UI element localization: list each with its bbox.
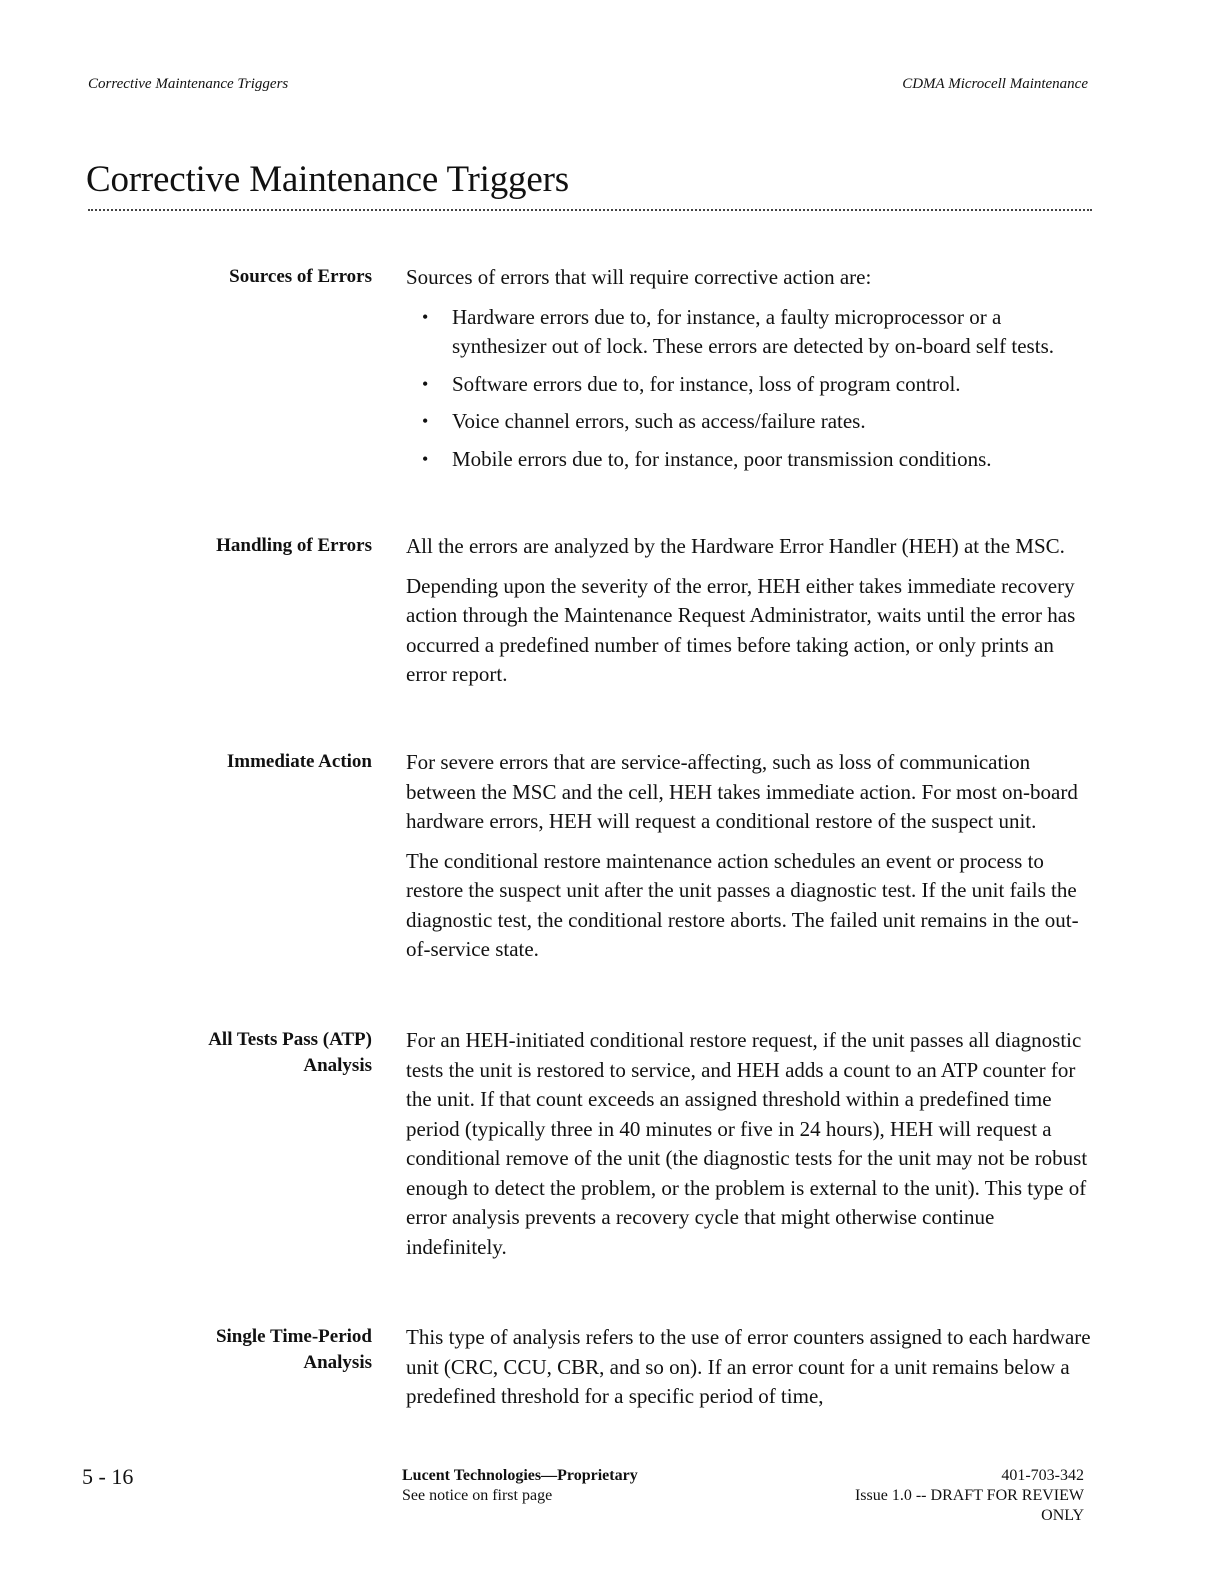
section-body — [406, 532, 1096, 700]
bullet-icon: • — [422, 373, 429, 394]
paragraph: Depending upon the severity of the error, HEH either takes immediate recovery action through the Maintenance Request Administrator, waits until the error has occurred a predefined number of times before taking action, or only prints an error report. — [406, 573, 1076, 686]
list-item: • Voice channel errors, such as access/failure rates. — [406, 407, 1096, 437]
paragraph: For an HEH-initiated conditional restore request, if the unit passes all diagnostic tests the unit is restored to service, and HEH adds a count to an ATP counter for the unit. If that count exceeds an assigned threshold within a predefined time period (typically three in 40 minutes or five in 24 hours), HEH will request a conditional remove of the unit (the diagnostic tests for the unit may not be robust enough to detect the problem, or the problem is external to the unit). This type of error analysis prevents a recovery cycle that might otherwise continue indefinitely. — [406, 1028, 1088, 1259]
section-body — [406, 263, 1096, 482]
side-label-line: All Tests Pass (ATP) — [208, 1029, 372, 1050]
footer-proprietary — [402, 1466, 638, 1506]
bullet-icon: • — [422, 411, 429, 431]
side-label-single-time-period — [152, 1324, 372, 1376]
footer-doc-info — [855, 1466, 1084, 1526]
side-label-sources-of-errors: Sources of Errors — [229, 266, 372, 287]
title-divider — [88, 209, 1092, 211]
intro-paragraph: Sources of errors that will require corrective action are: — [406, 265, 872, 289]
footer-issue-cont: ONLY — [1041, 1507, 1084, 1524]
section-body — [406, 1026, 1096, 1272]
footer-doc-number: 401-703-342 — [1001, 1467, 1084, 1484]
list-item: • Mobile errors due to, for instance, poor transmission conditions. — [406, 445, 1096, 475]
footer-notice: See notice on first page — [402, 1487, 553, 1504]
running-header-left: Corrective Maintenance Triggers — [88, 76, 289, 92]
list-item: • Software errors due to, for instance, loss of program control. — [406, 370, 1096, 400]
side-label-atp-analysis — [152, 1027, 372, 1079]
side-label-line: Analysis — [303, 1352, 372, 1373]
side-label-handling-of-errors: Handling of Errors — [216, 535, 372, 556]
footer-company: Lucent Technologies—Proprietary — [402, 1467, 638, 1484]
paragraph: The conditional restore maintenance action schedules an event or process to restore the suspect unit after the unit passes a diagnostic test. If the unit fails the diagnostic test, the conditional restore aborts. The failed unit remains in the out-of-service state. — [406, 848, 1079, 961]
bullet-icon: • — [422, 448, 429, 469]
error-sources-list — [406, 303, 1096, 475]
bullet-icon: • — [422, 306, 429, 327]
list-item: • Hardware errors due to, for instance, a faulty microprocessor or a synthesizer out of lock. These errors are detected by on-board self tests. — [422, 304, 1054, 358]
paragraph: For severe errors that are service-affecting, such as loss of communication between the MSC and the cell, HEH takes immediate action. For most on-board hardware errors, HEH will request a conditional restore of the suspect unit. — [406, 750, 1078, 833]
section-body — [406, 1323, 1096, 1422]
section-body — [406, 748, 1096, 975]
page-title: Corrective Maintenance Triggers — [86, 159, 569, 200]
page-number: 5 - 16 — [82, 1464, 134, 1489]
side-label-immediate-action: Immediate Action — [226, 751, 372, 772]
side-label-line: Single Time-Period — [215, 1326, 372, 1347]
paragraph: This type of analysis refers to the use of error counters assigned to each hardware unit (CRC, CCU, CBR, and so on). If an error count for a unit remains below a predefined threshold for a specific period of time, — [406, 1325, 1091, 1408]
footer-issue: Issue 1.0 -- DRAFT FOR REVIEW — [854, 1487, 1084, 1504]
paragraph: All the errors are analyzed by the Hardware Error Handler (HEH) at the MSC. — [406, 534, 1065, 558]
running-header-right: CDMA Microcell Maintenance — [902, 76, 1088, 92]
side-label-line: Analysis — [303, 1055, 372, 1076]
